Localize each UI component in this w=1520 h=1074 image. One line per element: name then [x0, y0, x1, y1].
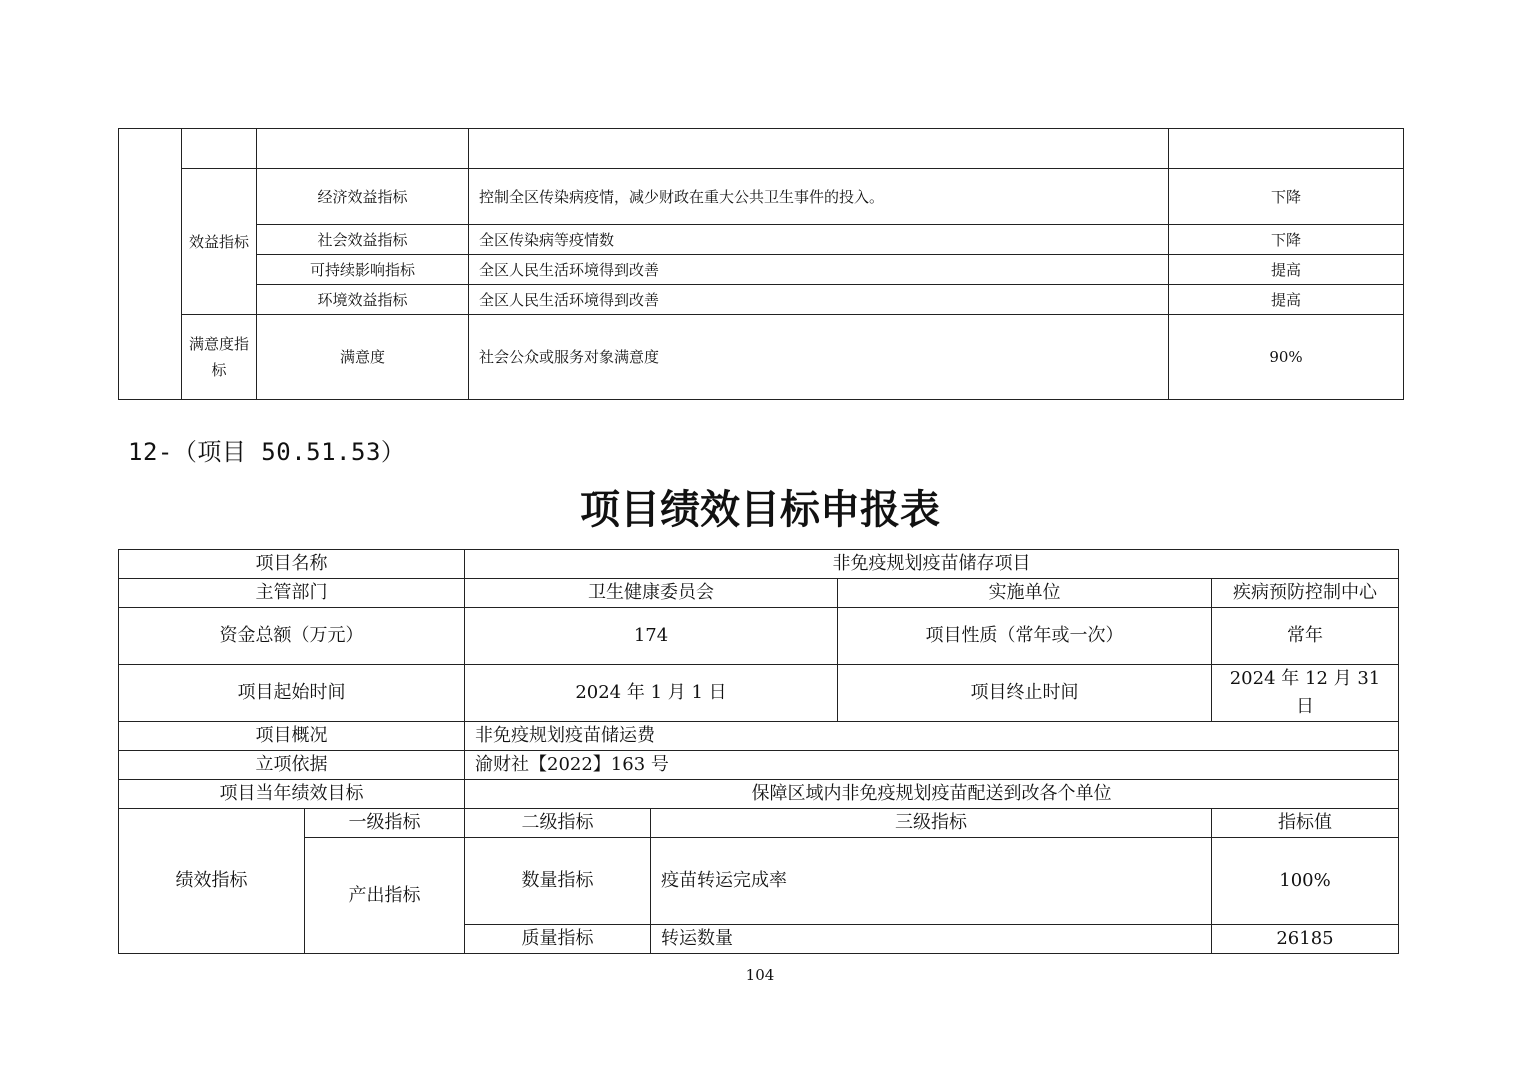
- project-name-label: 项目名称: [119, 550, 465, 579]
- indicator-desc: 控制全区传染病疫情，减少财政在重大公共卫生事件的投入。: [469, 169, 1169, 225]
- level3-header: 三级指标: [651, 809, 1212, 838]
- fund-label: 资金总额（万元）: [119, 608, 465, 665]
- level2-cell: 数量指标: [465, 838, 651, 925]
- fund-value: 174: [465, 608, 838, 665]
- nature-label: 项目性质（常年或一次）: [838, 608, 1212, 665]
- level1-header: 一级指标: [305, 809, 465, 838]
- overview-value: 非免疫规划疫苗储运费: [465, 722, 1399, 751]
- previous-indicator-table: [118, 128, 1404, 400]
- blank-cell: [257, 129, 469, 169]
- blank-cell: [182, 129, 257, 169]
- satisfaction-value: 90%: [1169, 315, 1404, 400]
- value-header: 指标值: [1212, 809, 1399, 838]
- indicator-name: 可持续影响指标: [257, 255, 469, 285]
- indicator-value-cell: 100%: [1212, 838, 1399, 925]
- level3-cell: 疫苗转运完成率: [651, 838, 1212, 925]
- project-name-value: 非免疫规划疫苗储存项目: [465, 550, 1399, 579]
- satisfaction-group-label: 满意度指标: [182, 315, 257, 400]
- indicator-name: 环境效益指标: [257, 285, 469, 315]
- satisfaction-name: 满意度: [257, 315, 469, 400]
- indicator-name: 经济效益指标: [257, 169, 469, 225]
- left-blank-cell: [119, 129, 182, 400]
- indicator-name: 社会效益指标: [257, 225, 469, 255]
- blank-cell: [1169, 129, 1404, 169]
- performance-target-form: [118, 549, 1399, 954]
- annual-goal-label: 项目当年绩效目标: [119, 780, 465, 809]
- implementer-value: 疾病预防控制中心: [1212, 579, 1399, 608]
- overview-label: 项目概况: [119, 722, 465, 751]
- indicator-value: 提高: [1169, 255, 1404, 285]
- start-time-label: 项目起始时间: [119, 665, 465, 722]
- indicator-desc: 全区传染病等疫情数: [469, 225, 1169, 255]
- blank-cell: [469, 129, 1169, 169]
- performance-indicator-label: 绩效指标: [119, 809, 305, 954]
- section-label: 12-（项目 50.51.53）: [128, 438, 406, 466]
- level2-cell: 质量指标: [465, 925, 651, 954]
- basis-label: 立项依据: [119, 751, 465, 780]
- end-time-label: 项目终止时间: [838, 665, 1212, 722]
- indicator-value-cell: 26185: [1212, 925, 1399, 954]
- form-title: 项目绩效目标申报表: [580, 487, 940, 533]
- indicator-value: 下降: [1169, 225, 1404, 255]
- benefit-group-label: 效益指标: [182, 169, 257, 315]
- start-time-value: 2024 年 1 月 1 日: [465, 665, 838, 722]
- implementer-label: 实施单位: [838, 579, 1212, 608]
- indicator-desc: 全区人民生活环境得到改善: [469, 255, 1169, 285]
- end-time-value: 2024 年 12 月 31 日: [1212, 665, 1399, 722]
- level2-header: 二级指标: [465, 809, 651, 838]
- level3-cell: 转运数量: [651, 925, 1212, 954]
- indicator-value: 下降: [1169, 169, 1404, 225]
- indicator-desc: 全区人民生活环境得到改善: [469, 285, 1169, 315]
- nature-value: 常年: [1212, 608, 1399, 665]
- page-number: 104: [745, 966, 775, 984]
- department-label: 主管部门: [119, 579, 465, 608]
- indicator-value: 提高: [1169, 285, 1404, 315]
- output-indicator-label: 产出指标: [305, 838, 465, 954]
- satisfaction-desc: 社会公众或服务对象满意度: [469, 315, 1169, 400]
- annual-goal-value: 保障区域内非免疫规划疫苗配送到改各个单位: [465, 780, 1399, 809]
- basis-value: 渝财社【2022】163 号: [465, 751, 1399, 780]
- department-value: 卫生健康委员会: [465, 579, 838, 608]
